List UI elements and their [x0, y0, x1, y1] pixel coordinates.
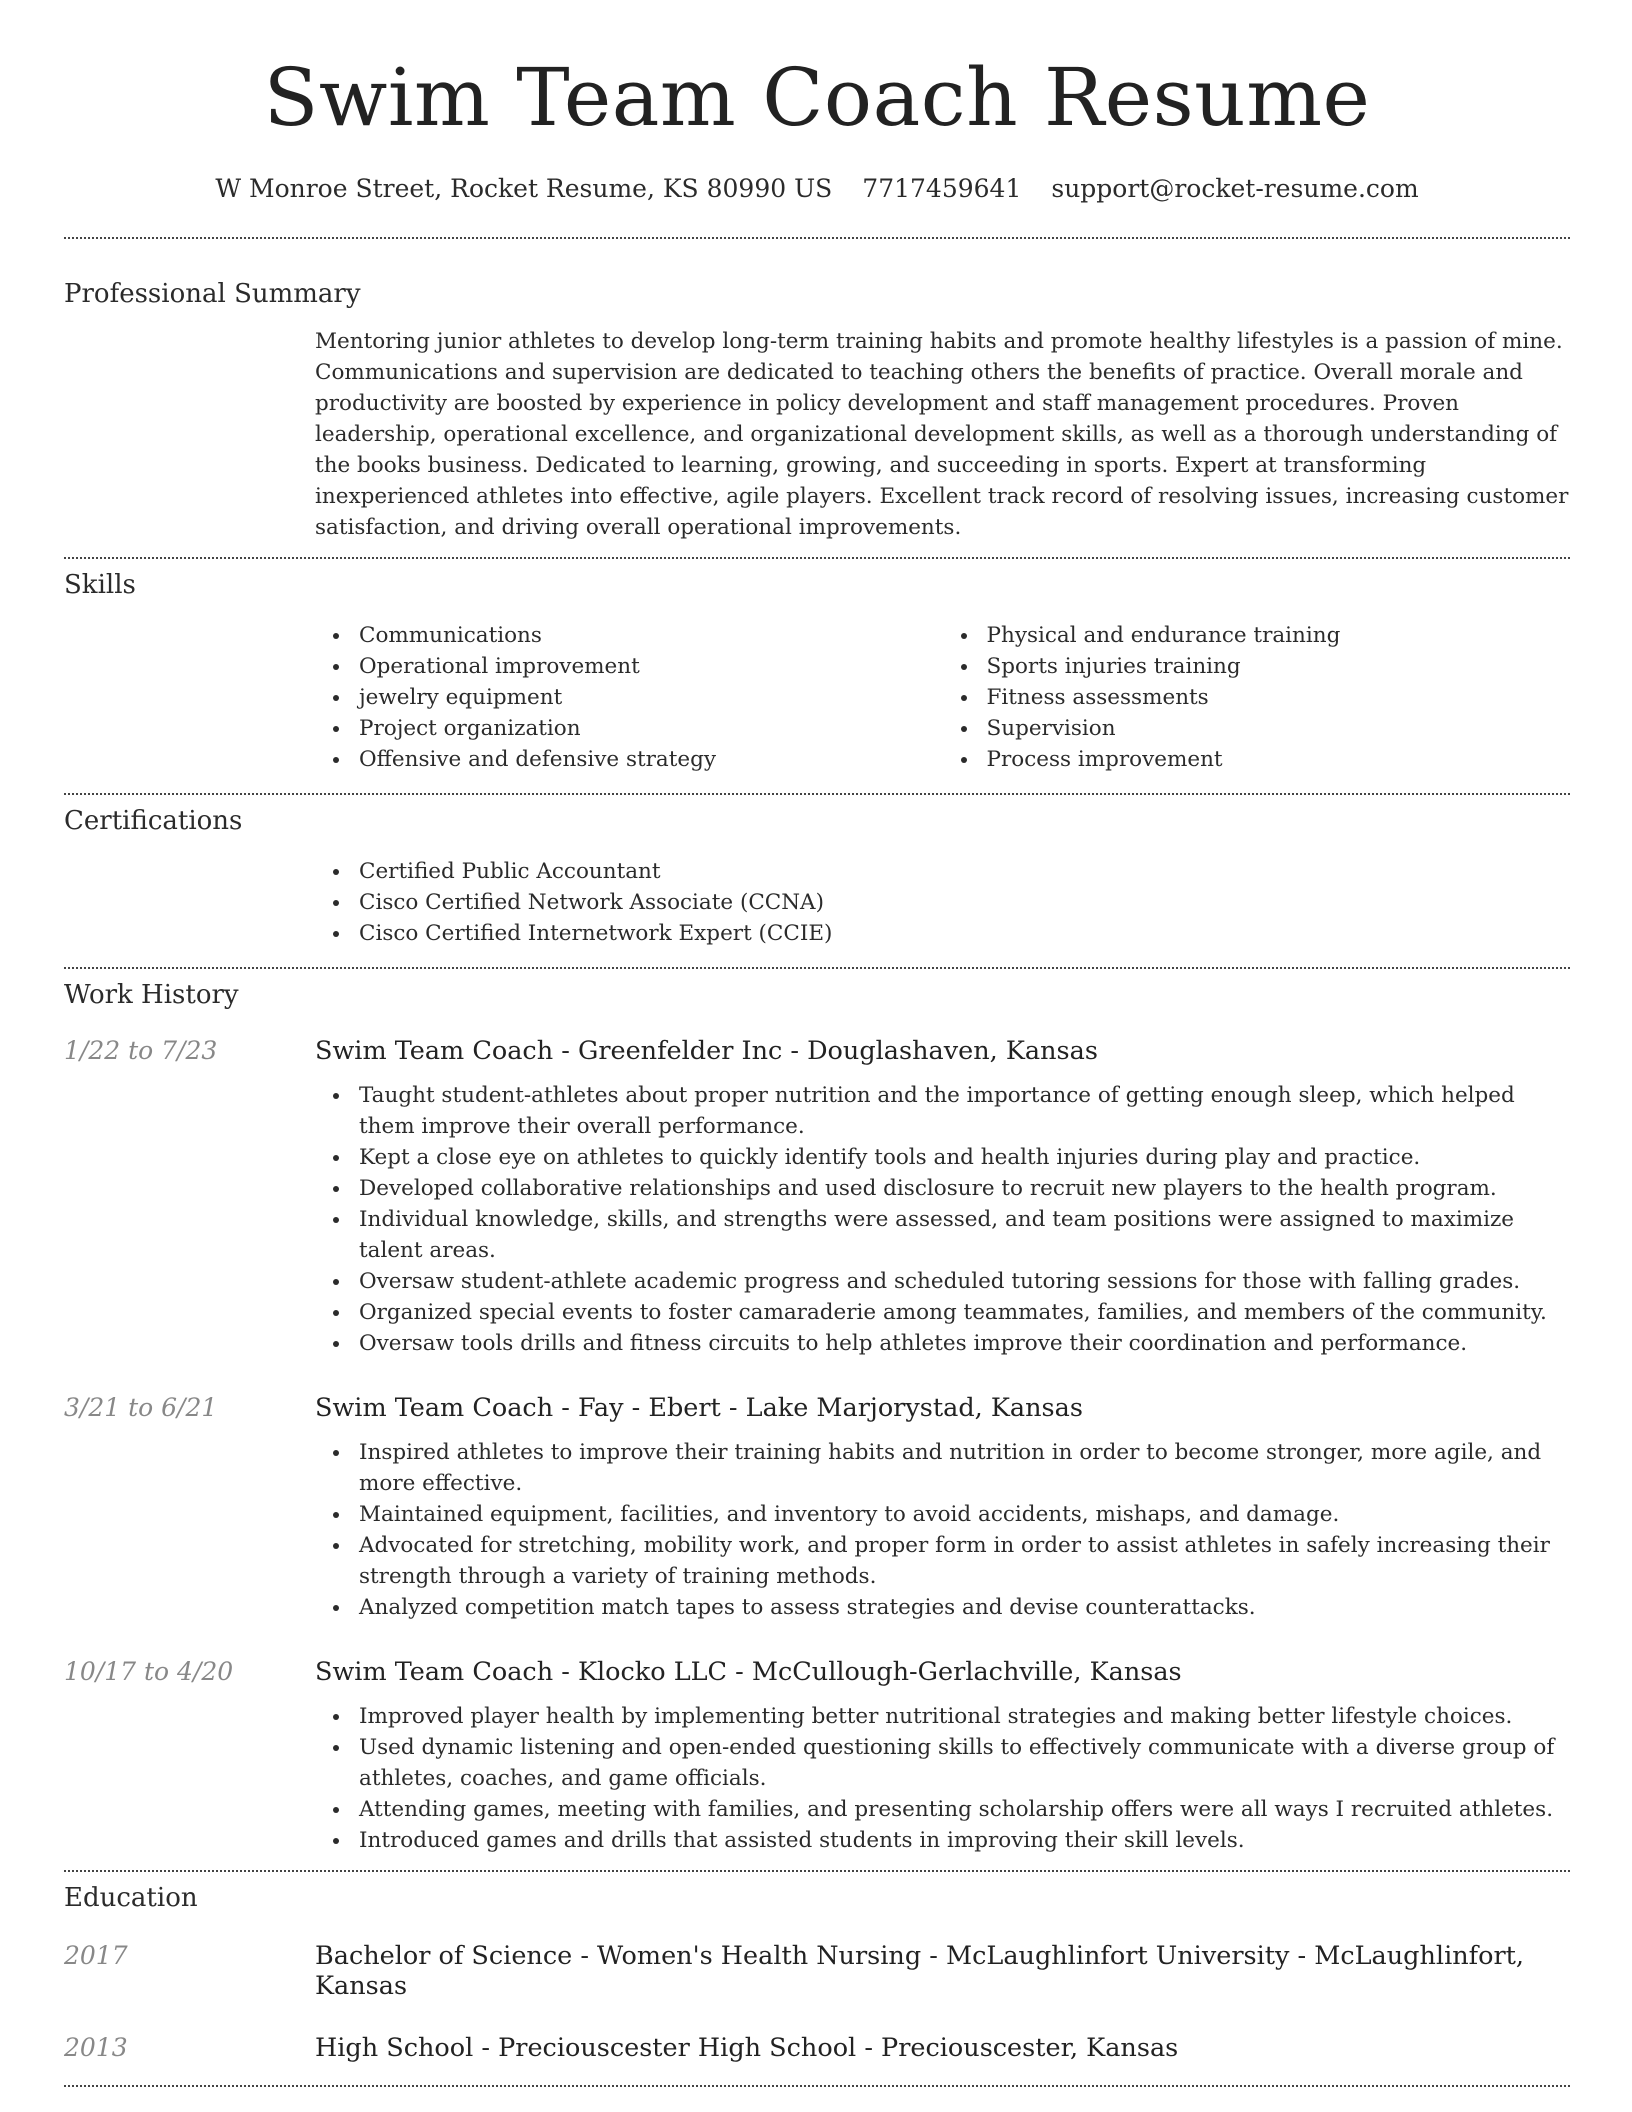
job-header: [64, 1036, 1570, 1066]
duty-item: Organized special events to foster camaraderie among teammates, families, and members of the community.: [359, 1297, 1570, 1328]
contact-phone: 7717459641: [862, 174, 1022, 203]
duty-item: Used dynamic listening and open-ended questioning skills to effectively communicate with a diverse group of athletes, coaches, and game officials.: [359, 1732, 1570, 1794]
certifications-body: [315, 856, 1570, 949]
job-duties: [315, 1701, 1570, 1856]
education-entry: [64, 1941, 1570, 2001]
skills-grid: [315, 620, 1570, 775]
certifications-heading: Certifications: [64, 806, 243, 836]
job-dates: 1/22 to 7/23: [64, 1036, 218, 1065]
duty-item: Improved player health by implementing better nutritional strategies and making better lifestyle choices.: [359, 1701, 1570, 1732]
skill-item: Supervision: [987, 713, 1571, 744]
skills-list-left: [315, 620, 943, 775]
duty-item: Oversaw student-athlete academic progress and scheduled tutoring sessions for those with falling grades.: [359, 1266, 1570, 1297]
duty-item: Taught student-athletes about proper nutrition and the importance of getting enough sleep, which helped them improve their overall performance.: [359, 1080, 1570, 1142]
resume-page: [64, 0, 1570, 2087]
skill-item: jewelry equipment: [359, 682, 943, 713]
job-duties: [315, 1080, 1570, 1359]
contact-address: W Monroe Street, Rocket Resume, KS 80990 US: [215, 174, 833, 203]
job-dates: 3/21 to 6/21: [64, 1393, 218, 1422]
skills-list-right: [943, 620, 1571, 775]
contact-email: support@rocket-resume.com: [1051, 174, 1419, 203]
summary-section: [64, 239, 1570, 543]
job-entry: [64, 1036, 1570, 1359]
skill-item: Communications: [359, 620, 943, 651]
skills-heading: Skills: [64, 570, 136, 600]
education-heading: Education: [64, 1883, 198, 1913]
job-title: Swim Team Coach - Greenfelder Inc - Douglashaven, Kansas: [315, 1036, 1098, 1066]
education-detail: High School - Preciouscester High School - Preciouscester, Kansas: [315, 2033, 1179, 2063]
certification-item: Cisco Certified Internetwork Expert (CCIE): [359, 918, 1570, 949]
duty-item: Inspired athletes to improve their training habits and nutrition in order to become stronger, more agile, and more effective.: [359, 1437, 1570, 1499]
skill-item: Operational improvement: [359, 651, 943, 682]
job-dates: 10/17 to 4/20: [64, 1657, 234, 1686]
divider: [64, 2085, 1570, 2087]
duty-item: Individual knowledge, skills, and strengths were assessed, and team positions were assigned to maximize talent areas.: [359, 1204, 1570, 1266]
resume-title: Swim Team Coach Resume: [263, 51, 1371, 144]
summary-text: Mentoring junior athletes to develop long-term training habits and promote healthy lifestyles is a passion of mine. Communications and supervision are dedicated to teaching others the benefits of practice. Overall morale and productivity are boosted by experience in policy development and staff management procedures. Proven leadership, operational excellence, and organizational development skills, as well as a thorough understanding of the books business. Dedicated to learning, growing, and succeeding in sports. Expert at transforming inexperienced athletes into effective, agile players. Excellent track record of resolving issues, increasing customer satisfaction, and driving overall operational improvements.: [315, 329, 1569, 540]
certifications-section: [64, 795, 1570, 949]
duty-item: Attending games, meeting with families, and presenting scholarship offers were all ways I recruited athletes.: [359, 1794, 1570, 1825]
education-year: 2017: [64, 1941, 128, 1970]
job-title: Swim Team Coach - Fay - Ebert - Lake Marjorystad, Kansas: [315, 1393, 1083, 1423]
skill-item: Process improvement: [987, 744, 1571, 775]
certification-item: Certified Public Accountant: [359, 856, 1570, 887]
job-duties-list: [315, 1080, 1570, 1359]
job-duties: [315, 1437, 1570, 1623]
education-entry: [64, 2033, 1570, 2063]
skill-item: Project organization: [359, 713, 943, 744]
duty-item: Introduced games and drills that assisted students in improving their skill levels.: [359, 1825, 1570, 1856]
certification-item: Cisco Certified Network Associate (CCNA): [359, 887, 1570, 918]
job-header: [64, 1393, 1570, 1423]
work-history-section: [64, 969, 1570, 1856]
summary-heading: Professional Summary: [64, 279, 361, 309]
duty-item: Analyzed competition match tapes to assess strategies and devise counterattacks.: [359, 1592, 1570, 1623]
education-detail: Bachelor of Science - Women's Health Nursing - McLaughlinfort University - McLaughlinfort, Kansas: [315, 1941, 1524, 2001]
job-entry: [64, 1393, 1570, 1623]
skill-item: Sports injuries training: [987, 651, 1571, 682]
education-year: 2013: [64, 2033, 128, 2062]
duty-item: Maintained equipment, facilities, and inventory to avoid accidents, mishaps, and damage.: [359, 1499, 1570, 1530]
certifications-list: [315, 856, 1570, 949]
duty-item: Developed collaborative relationships and used disclosure to recruit new players to the health program.: [359, 1173, 1570, 1204]
job-duties-list: [315, 1701, 1570, 1856]
job-title: Swim Team Coach - Klocko LLC - McCullough-Gerlachville, Kansas: [315, 1657, 1182, 1687]
education-section: [64, 1872, 1570, 2063]
contact-line: [64, 174, 1570, 203]
job-header: [64, 1657, 1570, 1687]
duty-item: Kept a close eye on athletes to quickly identify tools and health injuries during play and practice.: [359, 1142, 1570, 1173]
job-entry: [64, 1657, 1570, 1856]
skill-item: Fitness assessments: [987, 682, 1571, 713]
job-duties-list: [315, 1437, 1570, 1623]
work-history-heading: Work History: [64, 980, 239, 1010]
skills-section: [64, 559, 1570, 775]
skill-item: Offensive and defensive strategy: [359, 744, 943, 775]
duty-item: Advocated for stretching, mobility work, and proper form in order to assist athletes in safely increasing their strength through a variety of training methods.: [359, 1530, 1570, 1592]
duty-item: Oversaw tools drills and fitness circuits to help athletes improve their coordination and performance.: [359, 1328, 1570, 1359]
skill-item: Physical and endurance training: [987, 620, 1571, 651]
